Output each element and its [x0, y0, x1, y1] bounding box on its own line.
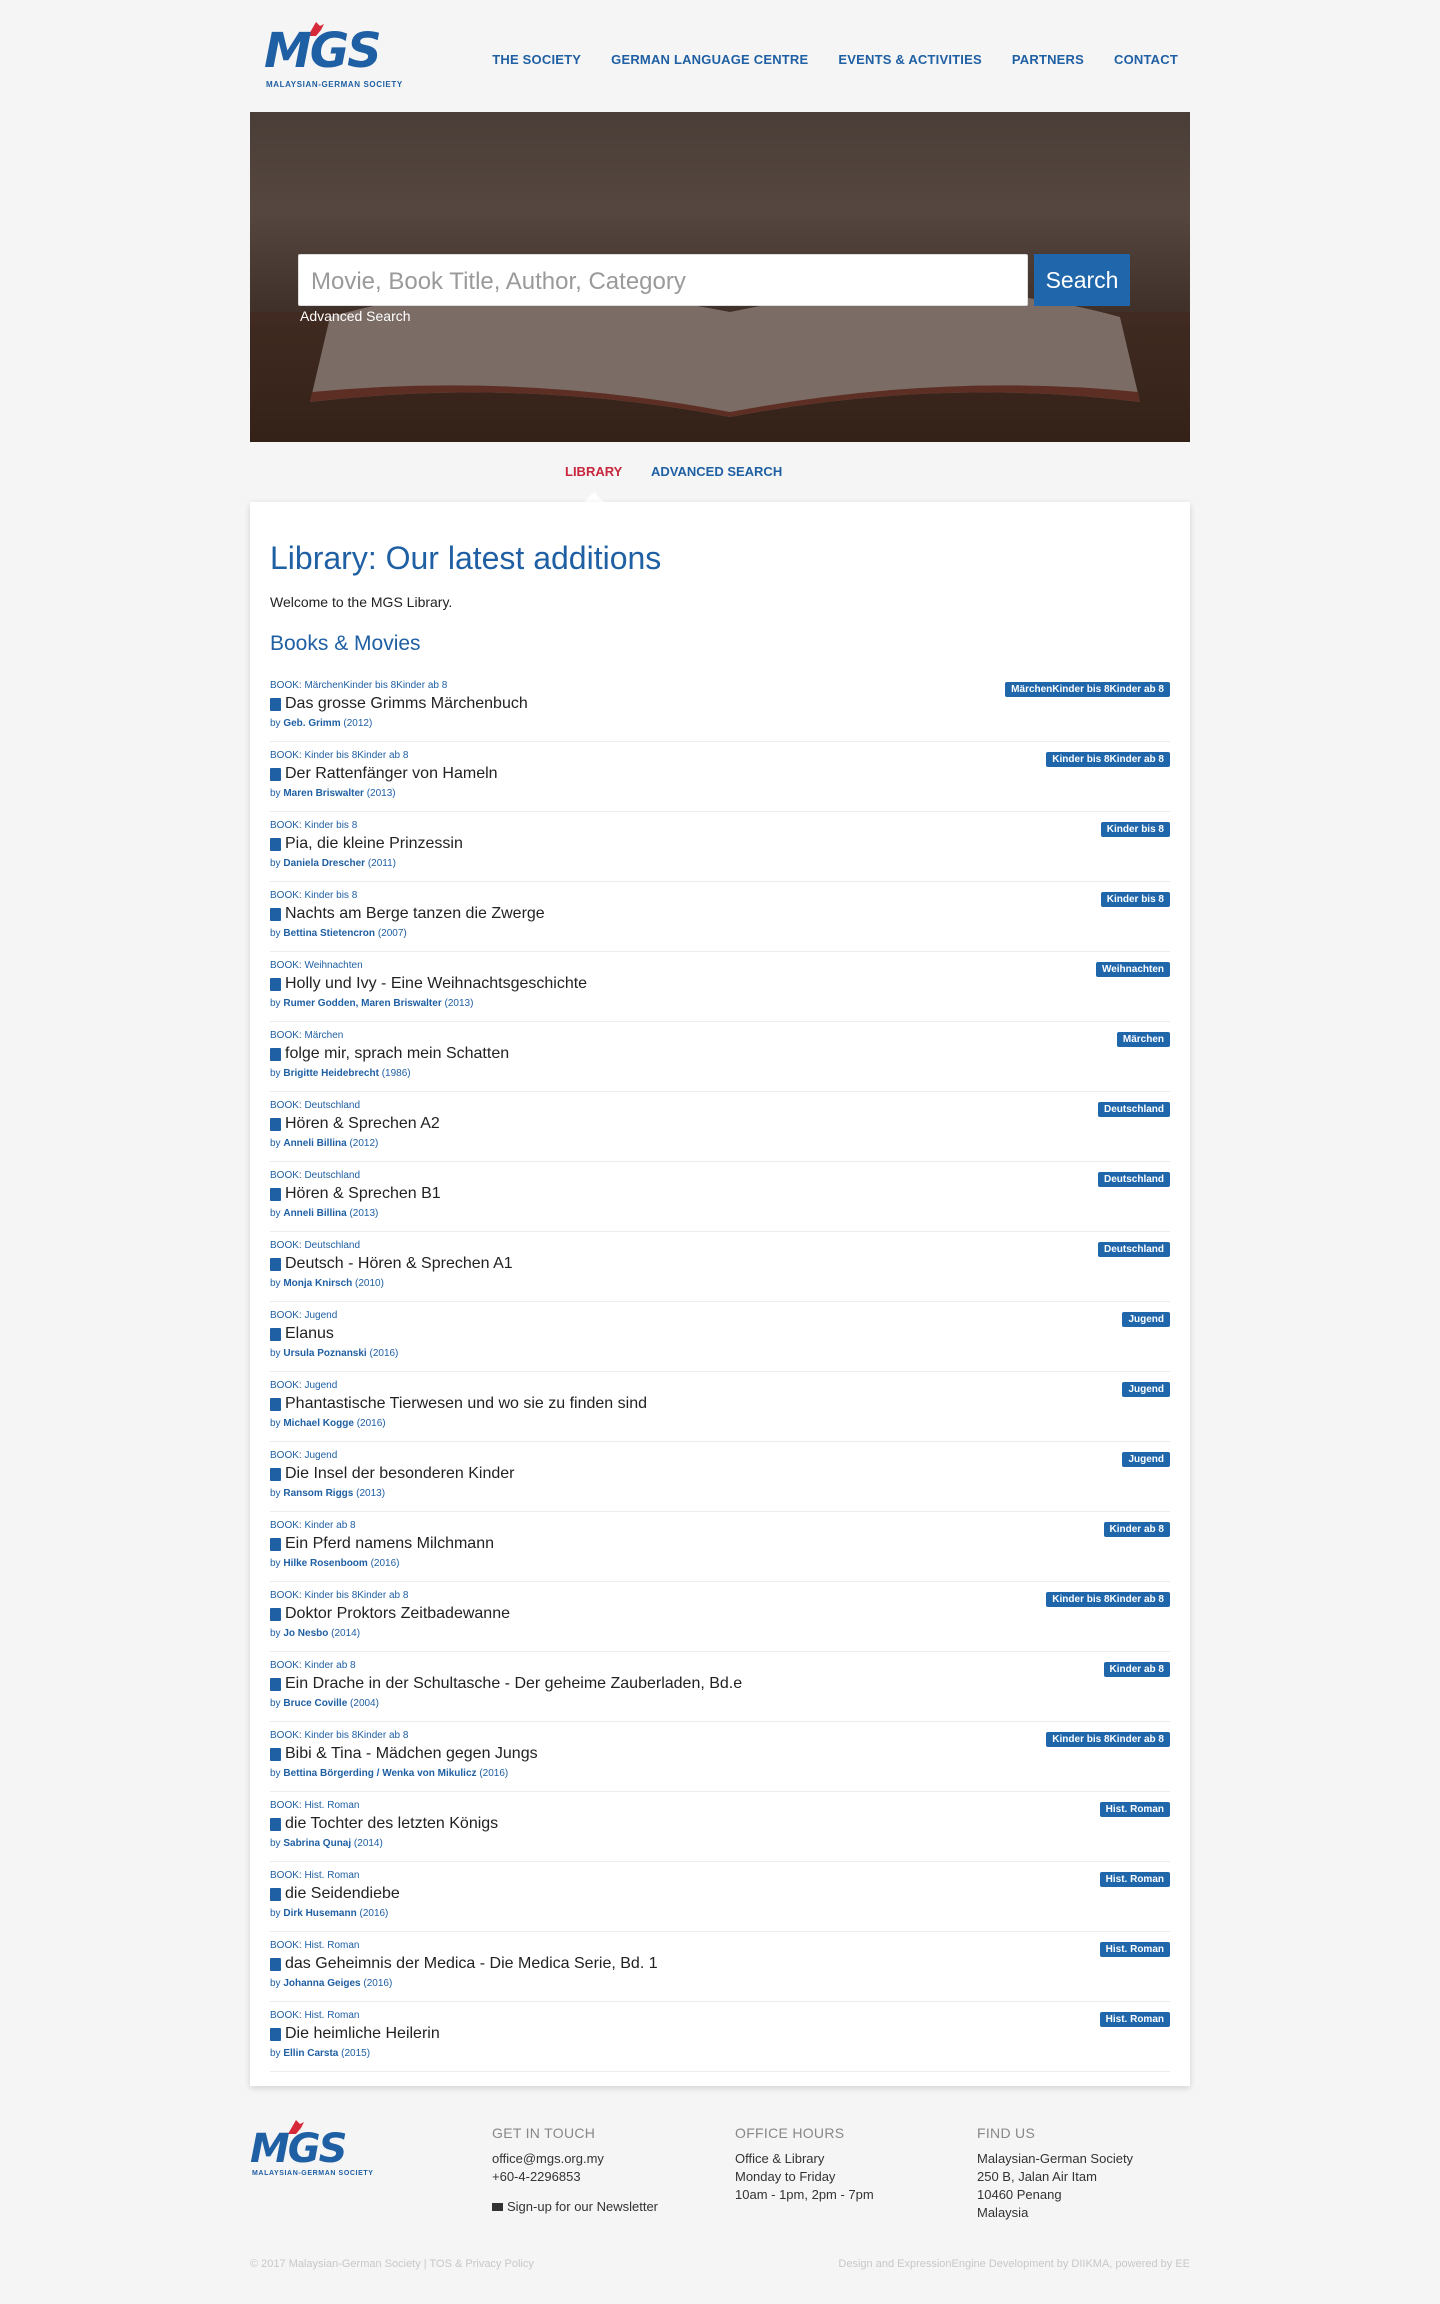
item-title-link[interactable]: [270, 975, 587, 993]
hours-line: 10am - 1pm, 2pm - 7pm: [735, 2187, 874, 2202]
item-title-link[interactable]: [270, 1045, 509, 1063]
item-year: (2014): [353, 1838, 383, 1849]
item-type[interactable]: BOOK: Kinder bis 8: [270, 820, 358, 831]
item-title: Die heimliche Heilerin: [285, 2025, 440, 2042]
footer-contact: [492, 2124, 658, 2216]
item-year: (2010): [355, 1278, 384, 1289]
category-badge[interactable]: Jugend: [1122, 1452, 1170, 1467]
book-icon: [270, 2028, 281, 2041]
list-item: [270, 1792, 1170, 1862]
nav-partners[interactable]: PARTNERS: [1011, 52, 1085, 67]
item-author[interactable]: Bruce Coville: [283, 1698, 348, 1709]
item-title-link[interactable]: [270, 1465, 514, 1483]
logo-subtitle: MALAYSIAN-GERMAN SOCIETY: [252, 2170, 374, 2177]
category-badge[interactable]: Hist. Roman: [1100, 1802, 1170, 1817]
item-year: (1986): [381, 1068, 411, 1079]
list-item: [270, 1372, 1170, 1442]
item-title-link[interactable]: [270, 1745, 538, 1763]
find-heading: FIND US: [977, 2125, 1036, 2141]
address-line: Malaysian-German Society: [977, 2151, 1134, 2166]
item-meta: [270, 1488, 385, 1499]
item-type[interactable]: BOOK: Kinder bis 8Kinder ab 8: [270, 1590, 409, 1601]
item-author[interactable]: Maren Briswalter: [283, 788, 364, 799]
item-meta: [270, 2048, 370, 2059]
item-title: Das grosse Grimms Märchenbuch: [285, 695, 528, 712]
item-title: Pia, die kleine Prinzessin: [285, 835, 463, 852]
copyright-text[interactable]: © 2017 Malaysian-German Society | TOS & Privacy Policy: [250, 2258, 534, 2270]
item-type[interactable]: BOOK: Jugend: [270, 1310, 338, 1321]
mail-icon: [492, 2203, 503, 2211]
category-badge[interactable]: Kinder bis 8Kinder ab 8: [1046, 752, 1170, 767]
item-title-link[interactable]: [270, 2025, 440, 2043]
book-icon: [270, 1608, 281, 1621]
item-year: (2007): [377, 928, 407, 939]
newsletter-label: Sign-up for our Newsletter: [507, 2199, 659, 2214]
by-label: by: [270, 1138, 281, 1149]
item-meta: [270, 1278, 384, 1289]
list-item: [270, 812, 1170, 882]
by-label: by: [270, 788, 281, 799]
item-type[interactable]: BOOK: Deutschland: [270, 1100, 361, 1111]
by-label: by: [270, 858, 281, 869]
category-badge[interactable]: Kinder ab 8: [1104, 1522, 1170, 1537]
item-year: (2014): [331, 1628, 361, 1639]
item-year: (2016): [356, 1418, 386, 1429]
item-type[interactable]: BOOK: Kinder bis 8Kinder ab 8: [270, 1730, 409, 1741]
item-title: Elanus: [285, 1325, 334, 1342]
footer-hours: [735, 2124, 874, 2204]
main-nav: [492, 52, 1178, 67]
book-icon: [270, 1118, 281, 1131]
item-meta: [270, 1068, 411, 1079]
list-item: [270, 742, 1170, 812]
item-title: Phantastische Tierwesen und wo sie zu finden sind: [285, 1395, 647, 1412]
address-line: Malaysia: [977, 2205, 1029, 2220]
list-item: [270, 1302, 1170, 1372]
by-label: by: [270, 1348, 281, 1359]
item-year: (2016): [479, 1768, 509, 1779]
item-meta: [270, 1418, 386, 1429]
hours-heading: OFFICE HOURS: [735, 2125, 845, 2141]
item-type[interactable]: BOOK: Hist. Roman: [270, 2010, 360, 2021]
item-year: (2011): [367, 858, 397, 869]
list-item: [270, 1582, 1170, 1652]
book-icon: [270, 838, 281, 851]
footer-bottom: [250, 2258, 1190, 2270]
category-badge[interactable]: Kinder bis 8Kinder ab 8: [1046, 1732, 1170, 1747]
item-year: (2016): [363, 1978, 393, 1989]
hours-line: Monday to Friday: [735, 2169, 836, 2184]
book-icon: [270, 1468, 281, 1481]
item-author[interactable]: Rumer Godden, Maren Briswalter: [283, 998, 442, 1009]
by-label: by: [270, 1488, 281, 1499]
item-title: Deutsch - Hören & Sprechen A1: [285, 1255, 513, 1272]
item-title-link[interactable]: [270, 1815, 498, 1833]
item-type[interactable]: BOOK: Hist. Roman: [270, 1800, 360, 1811]
list-item: [270, 1022, 1170, 1092]
list-item: [270, 1442, 1170, 1512]
item-type[interactable]: BOOK: Kinder bis 8Kinder ab 8: [270, 750, 409, 761]
item-meta: [270, 1698, 379, 1709]
item-author[interactable]: Ellin Carsta: [283, 2048, 339, 2059]
item-meta: [270, 1348, 398, 1359]
list-item: [270, 672, 1170, 742]
newsletter-link[interactable]: [492, 2198, 658, 2216]
item-title: Die Insel der besonderen Kinder: [285, 1465, 515, 1482]
list-item: [270, 882, 1170, 952]
item-meta: [270, 1558, 400, 1569]
item-title-link[interactable]: [270, 835, 463, 853]
footer-logo[interactable]: [250, 2124, 374, 2184]
item-type[interactable]: BOOK: Weihnachten: [270, 960, 363, 971]
category-badge[interactable]: Hist. Roman: [1100, 1872, 1170, 1887]
item-title: Ein Drache in der Schultasche - Der geheime Zauberladen, Bd.e: [285, 1675, 743, 1692]
item-title: Bibi & Tina - Mädchen gegen Jungs: [285, 1745, 538, 1762]
item-meta: [270, 1978, 392, 1989]
item-meta: [270, 718, 372, 729]
list-item: [270, 1652, 1170, 1722]
item-type[interactable]: BOOK: Märchen: [270, 1030, 344, 1041]
list-item: [270, 952, 1170, 1022]
book-icon: [270, 1958, 281, 1971]
item-year: (2013): [366, 788, 396, 799]
book-icon: [270, 1398, 281, 1411]
item-title-link[interactable]: [270, 1955, 658, 1973]
by-label: by: [270, 1558, 281, 1569]
list-item: [270, 1162, 1170, 1232]
item-year: (2012): [349, 1138, 379, 1149]
list-item: [270, 1512, 1170, 1582]
item-author[interactable]: Ursula Poznanski: [283, 1348, 367, 1359]
category-badge[interactable]: Kinder bis 8Kinder ab 8: [1046, 1592, 1170, 1607]
item-type[interactable]: BOOK: Kinder bis 8: [270, 890, 358, 901]
list-item: [270, 1862, 1170, 1932]
logo-subtitle: MALAYSIAN-GERMAN SOCIETY: [266, 80, 403, 89]
item-author[interactable]: Sabrina Qunaj: [283, 1838, 352, 1849]
search-input[interactable]: Movie, Book Title, Author, Category: [298, 254, 1028, 306]
item-author[interactable]: Daniela Drescher: [283, 858, 366, 869]
item-type[interactable]: BOOK: MärchenKinder bis 8Kinder ab 8: [270, 680, 448, 691]
item-author[interactable]: Michael Kogge: [283, 1418, 354, 1429]
item-year: (2013): [356, 1488, 386, 1499]
by-label: by: [270, 1278, 281, 1289]
book-icon: [270, 1538, 281, 1551]
item-title: Hören & Sprechen A2: [285, 1115, 440, 1132]
item-title: Der Rattenfänger von Hameln: [285, 765, 498, 782]
item-author[interactable]: Jo Nesbo: [283, 1628, 329, 1639]
footer-find-us: [977, 2124, 1133, 2222]
book-icon: [270, 1888, 281, 1901]
item-title-link[interactable]: [270, 905, 545, 923]
item-author[interactable]: Hilke Rosenboom: [283, 1558, 368, 1569]
library-card: [250, 502, 1190, 2086]
category-badge[interactable]: Hist. Roman: [1100, 1942, 1170, 1957]
hours-line: Office & Library: [735, 2151, 825, 2166]
nav-german-language-centre[interactable]: GERMAN LANGUAGE CENTRE: [611, 52, 809, 67]
item-meta: [270, 788, 396, 799]
item-author[interactable]: Geb. Grimm: [283, 718, 341, 729]
book-icon: [270, 1188, 281, 1201]
item-author[interactable]: Ransom Riggs: [283, 1488, 354, 1499]
category-badge[interactable]: Deutschland: [1098, 1102, 1170, 1117]
book-icon: [270, 1748, 281, 1761]
welcome-text: Welcome to the MGS Library.: [270, 594, 453, 610]
item-meta: [270, 858, 396, 869]
item-title: Nachts am Berge tanzen die Zwerge: [285, 905, 545, 922]
site-footer: [250, 2100, 1190, 2304]
contact-email[interactable]: office@mgs.org.my: [492, 2151, 604, 2166]
by-label: by: [270, 1768, 281, 1779]
item-author[interactable]: Bettina Börgerding / Wenka von Mikulicz: [283, 1768, 477, 1779]
list-item: [270, 1232, 1170, 1302]
item-title-link[interactable]: [270, 1885, 400, 1903]
item-title-link[interactable]: [270, 1675, 742, 1693]
nav-events-activities[interactable]: EVENTS & ACTIVITIES: [838, 52, 982, 67]
item-year: (2016): [370, 1558, 400, 1569]
by-label: by: [270, 1978, 281, 1989]
by-label: by: [270, 1068, 281, 1079]
item-year: (2016): [369, 1348, 399, 1359]
item-type[interactable]: BOOK: Kinder ab 8: [270, 1660, 356, 1671]
site-header: [250, 0, 1190, 112]
item-meta: [270, 998, 473, 1009]
item-type[interactable]: BOOK: Jugend: [270, 1450, 338, 1461]
item-title-link[interactable]: [270, 1395, 647, 1413]
item-type[interactable]: BOOK: Hist. Roman: [270, 1870, 360, 1881]
item-author[interactable]: Monja Knirsch: [283, 1278, 353, 1289]
active-tab-arrow: [584, 492, 604, 502]
item-meta: [270, 1768, 508, 1779]
book-icon: [270, 978, 281, 991]
item-title: das Geheimnis der Medica - Die Medica Serie, Bd. 1: [285, 1955, 658, 1972]
section-title: Books & Movies: [270, 632, 421, 655]
by-label: by: [270, 928, 281, 939]
by-label: by: [270, 1908, 281, 1919]
by-label: by: [270, 1698, 281, 1709]
item-title: folge mir, sprach mein Schatten: [285, 1045, 510, 1062]
contact-heading: GET IN TOUCH: [492, 2125, 596, 2141]
book-icon: [270, 1818, 281, 1831]
category-badge[interactable]: Jugend: [1122, 1382, 1170, 1397]
nav-contact[interactable]: CONTACT: [1114, 52, 1178, 67]
book-icon: [270, 768, 281, 781]
by-label: by: [270, 718, 281, 729]
mgs-logo[interactable]: [264, 20, 406, 92]
category-badge[interactable]: Märchen: [1117, 1032, 1170, 1047]
address-line: 10460 Penang: [977, 2187, 1062, 2202]
list-item: [270, 2002, 1170, 2072]
item-meta: [270, 1208, 378, 1219]
item-title-link[interactable]: [270, 1325, 334, 1343]
category-badge[interactable]: Kinder ab 8: [1104, 1662, 1170, 1677]
list-item: [270, 1092, 1170, 1162]
book-icon: [270, 698, 281, 711]
logo-wordmark: MGS: [264, 23, 380, 79]
item-title-link[interactable]: [270, 1115, 440, 1133]
book-icon: [270, 908, 281, 921]
item-title: Hören & Sprechen B1: [285, 1185, 441, 1202]
book-list: [270, 672, 1170, 2072]
item-meta: [270, 928, 407, 939]
category-badge[interactable]: Kinder bis 8: [1101, 822, 1170, 837]
item-title: Holly und Ivy - Eine Weihnachtsgeschichte: [285, 975, 588, 992]
item-title-link[interactable]: [270, 765, 498, 783]
item-type[interactable]: BOOK: Deutschland: [270, 1170, 361, 1181]
by-label: by: [270, 1418, 281, 1429]
category-badge[interactable]: Jugend: [1122, 1312, 1170, 1327]
item-author[interactable]: Bettina Stietencron: [283, 928, 376, 939]
category-badge[interactable]: MärchenKinder bis 8Kinder ab 8: [1005, 682, 1170, 697]
item-type[interactable]: BOOK: Kinder ab 8: [270, 1520, 356, 1531]
book-icon: [270, 1048, 281, 1061]
by-label: by: [270, 1208, 281, 1219]
tab-library[interactable]: LIBRARY: [565, 464, 623, 479]
item-type[interactable]: BOOK: Hist. Roman: [270, 1940, 360, 1951]
book-icon: [270, 1678, 281, 1691]
item-title-link[interactable]: [270, 1255, 513, 1273]
logo-wordmark: MGS: [250, 2126, 346, 2172]
item-author[interactable]: Anneli Billina: [283, 1208, 347, 1219]
page-title: Library: Our latest additions: [270, 540, 662, 576]
item-meta: [270, 1838, 383, 1849]
item-title-link[interactable]: [270, 695, 528, 713]
item-year: (2015): [341, 2048, 371, 2059]
hero-banner: [250, 112, 1190, 442]
item-year: (2012): [343, 718, 373, 729]
item-meta: [270, 1628, 360, 1639]
item-meta: [270, 1908, 388, 1919]
by-label: by: [270, 998, 281, 1009]
category-badge[interactable]: Hist. Roman: [1100, 2012, 1170, 2027]
address-line: 250 B, Jalan Air Itam: [977, 2169, 1097, 2184]
item-title: die Tochter des letzten Königs: [285, 1815, 499, 1832]
category-badge[interactable]: Deutschland: [1098, 1242, 1170, 1257]
advanced-search-link[interactable]: Advanced Search: [300, 308, 411, 324]
book-icon: [270, 1328, 281, 1341]
item-type[interactable]: BOOK: Deutschland: [270, 1240, 361, 1251]
item-title: Ein Pferd namens Milchmann: [285, 1535, 494, 1552]
category-badge[interactable]: Deutschland: [1098, 1172, 1170, 1187]
category-badge[interactable]: Kinder bis 8: [1101, 892, 1170, 907]
credit-text[interactable]: Design and ExpressionEngine Development by DIIKMA, powered by EE: [838, 2258, 1190, 2270]
item-year: (2013): [444, 998, 474, 1009]
item-author[interactable]: Brigitte Heidebrecht: [283, 1068, 379, 1079]
item-title-link[interactable]: [270, 1185, 441, 1203]
library-tabs: [0, 464, 1440, 502]
tab-advanced-search[interactable]: ADVANCED SEARCH: [651, 464, 783, 479]
nav-the-society[interactable]: THE SOCIETY: [492, 52, 582, 67]
item-year: (2004): [350, 1698, 379, 1709]
item-title: Doktor Proktors Zeitbadewanne: [285, 1605, 510, 1622]
category-badge[interactable]: Weihnachten: [1096, 962, 1170, 977]
book-icon: [270, 1258, 281, 1271]
search-button[interactable]: Search: [1034, 254, 1130, 306]
contact-phone[interactable]: +60-4-2296853: [492, 2169, 581, 2184]
item-author[interactable]: Anneli Billina: [283, 1138, 347, 1149]
by-label: by: [270, 1628, 281, 1639]
item-title: die Seidendiebe: [285, 1885, 400, 1902]
item-author[interactable]: Johanna Geiges: [283, 1978, 361, 1989]
item-year: (2016): [359, 1908, 389, 1919]
item-title-link[interactable]: [270, 1605, 510, 1623]
item-title-link[interactable]: [270, 1535, 494, 1553]
list-item: [270, 1722, 1170, 1792]
by-label: by: [270, 1838, 281, 1849]
by-label: by: [270, 2048, 281, 2059]
list-item: [270, 1932, 1170, 2002]
item-author[interactable]: Dirk Husemann: [283, 1908, 357, 1919]
item-meta: [270, 1138, 378, 1149]
item-type[interactable]: BOOK: Jugend: [270, 1380, 338, 1391]
item-year: (2013): [349, 1208, 379, 1219]
